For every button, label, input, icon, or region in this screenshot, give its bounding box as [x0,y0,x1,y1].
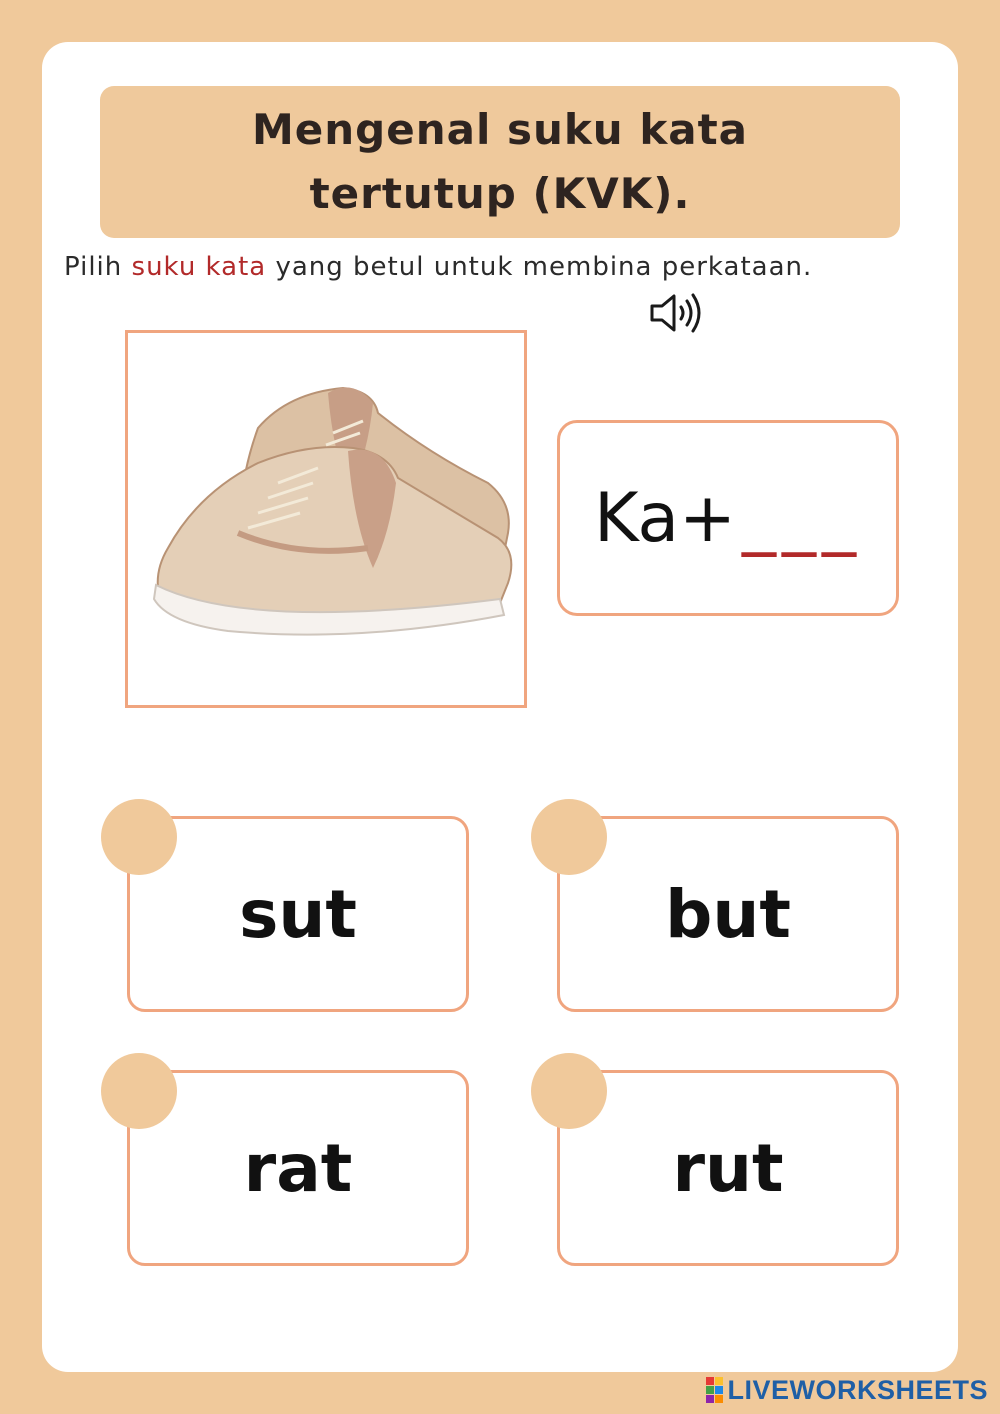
instruction-after: yang betul untuk membina perkataan. [266,252,813,282]
instruction-text [64,252,944,282]
option-label: sut [239,875,357,953]
word-prompt-box [557,420,899,616]
shoe-picture [125,330,527,708]
option-label: rat [243,1129,353,1207]
liveworksheets-logo-icon [706,1377,723,1403]
brand-text: LIVEWORKSHEETS [727,1374,988,1405]
option-rat[interactable] [127,1070,469,1266]
option-sut[interactable] [127,816,469,1012]
option-marker [531,1053,607,1129]
option-label: rut [672,1129,784,1207]
option-label: but [665,875,791,953]
title-line-1: Mengenal suku kata [251,105,749,154]
instruction-before: Pilih [64,252,132,282]
word-blank[interactable]: ___ [742,478,863,558]
word-prefix: Ka+ [593,478,737,558]
title-line-2: tertutup (KVK). [309,169,691,218]
option-but[interactable] [557,816,899,1012]
shoe-icon [128,333,524,705]
liveworksheets-brand [706,1372,988,1408]
option-marker [101,1053,177,1129]
option-rut[interactable] [557,1070,899,1266]
option-marker [531,799,607,875]
instruction-accent: suku kata [131,252,267,282]
title-banner [100,86,900,238]
speaker-icon[interactable] [648,290,704,336]
option-marker [101,799,177,875]
